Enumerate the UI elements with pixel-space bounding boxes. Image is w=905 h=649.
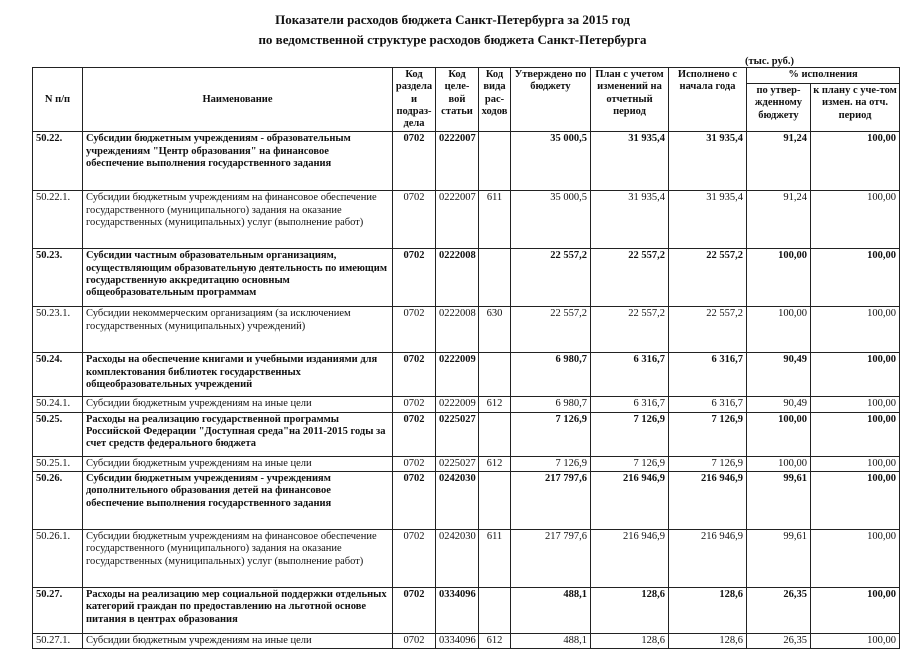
cell-statya: 0242030 (436, 529, 479, 587)
cell-pct-approved: 26,35 (747, 587, 811, 633)
cell-razdel: 0702 (393, 412, 436, 456)
table-row (33, 471, 900, 529)
cell-executed: 22 557,2 (669, 249, 747, 307)
cell-num: 50.26.1. (33, 529, 83, 587)
header-razdel: Код раздела и подраз-дела (393, 68, 436, 132)
cell-pct-approved: 91,24 (747, 191, 811, 249)
header-plan: План с учетом изменений на отчетный период (591, 68, 669, 132)
cell-plan: 6 316,7 (591, 353, 669, 397)
cell-statya: 0334096 (436, 633, 479, 648)
cell-razdel: 0702 (393, 307, 436, 353)
cell-executed: 128,6 (669, 587, 747, 633)
cell-statya: 0225027 (436, 412, 479, 456)
cell-vid (479, 249, 511, 307)
cell-plan: 31 935,4 (591, 132, 669, 191)
cell-pct-approved: 100,00 (747, 249, 811, 307)
cell-num: 50.27.1. (33, 633, 83, 648)
cell-executed: 7 126,9 (669, 456, 747, 471)
cell-statya: 0225027 (436, 456, 479, 471)
cell-approved: 488,1 (511, 633, 591, 648)
cell-pct-approved: 100,00 (747, 412, 811, 456)
cell-vid (479, 132, 511, 191)
cell-vid (479, 587, 511, 633)
cell-pct-plan: 100,00 (811, 191, 900, 249)
cell-statya: 0222009 (436, 353, 479, 397)
cell-num: 50.26. (33, 471, 83, 529)
cell-name: Субсидии бюджетным учреждениям на иные цели (83, 397, 393, 412)
cell-num: 50.22.1. (33, 191, 83, 249)
cell-pct-plan: 100,00 (811, 132, 900, 191)
cell-razdel: 0702 (393, 471, 436, 529)
cell-approved: 488,1 (511, 587, 591, 633)
cell-statya: 0334096 (436, 587, 479, 633)
table-row (33, 529, 900, 587)
table-row (33, 397, 900, 412)
cell-name: Субсидии бюджетным учреждениям - образовательным учреждениям "Центр образования" на финансовое обеспечение выполнения государственного задания (83, 132, 393, 191)
budget-table (32, 67, 900, 649)
table-row (33, 191, 900, 249)
header-statya: Код целе-вой статьи (436, 68, 479, 132)
cell-approved: 22 557,2 (511, 307, 591, 353)
cell-plan: 6 316,7 (591, 397, 669, 412)
cell-name: Субсидии бюджетным учреждениям на иные цели (83, 456, 393, 471)
report-title-line-1: Показатели расходов бюджета Санкт-Петербурга за 2015 год (275, 12, 630, 27)
cell-executed: 22 557,2 (669, 307, 747, 353)
cell-pct-plan: 100,00 (811, 412, 900, 456)
cell-vid (479, 471, 511, 529)
cell-plan: 31 935,4 (591, 191, 669, 249)
header-pct-plan: к плану с уче-том измен. на отч. период (811, 84, 900, 132)
cell-name: Расходы на реализацию мер социальной поддержки отдельных категорий граждан по предоставлению на льготной основе питания в центрах образования (83, 587, 393, 633)
cell-executed: 31 935,4 (669, 132, 747, 191)
cell-executed: 31 935,4 (669, 191, 747, 249)
cell-pct-plan: 100,00 (811, 307, 900, 353)
cell-vid: 612 (479, 633, 511, 648)
cell-pct-plan: 100,00 (811, 529, 900, 587)
cell-pct-plan: 100,00 (811, 353, 900, 397)
table-row (33, 249, 900, 307)
table-body (33, 132, 900, 649)
cell-pct-plan: 100,00 (811, 456, 900, 471)
cell-vid (479, 353, 511, 397)
cell-pct-approved: 100,00 (747, 307, 811, 353)
cell-approved: 217 797,6 (511, 471, 591, 529)
header-num: N п/п (33, 68, 83, 132)
cell-pct-plan: 100,00 (811, 471, 900, 529)
cell-name: Субсидии бюджетным учреждениям - учреждениям дополнительного образования детей на финансовое обеспечение выполнения государственного задания (83, 471, 393, 529)
cell-statya: 0222009 (436, 397, 479, 412)
cell-razdel: 0702 (393, 353, 436, 397)
cell-razdel: 0702 (393, 191, 436, 249)
cell-pct-approved: 90,49 (747, 397, 811, 412)
cell-razdel: 0702 (393, 397, 436, 412)
cell-name: Субсидии бюджетным учреждениям на иные цели (83, 633, 393, 648)
cell-razdel: 0702 (393, 587, 436, 633)
table-header (33, 68, 900, 132)
header-vid: Код вида рас-ходов (479, 68, 511, 132)
cell-pct-approved: 100,00 (747, 456, 811, 471)
cell-plan: 216 946,9 (591, 471, 669, 529)
cell-approved: 6 980,7 (511, 397, 591, 412)
cell-approved: 35 000,5 (511, 132, 591, 191)
cell-statya: 0242030 (436, 471, 479, 529)
cell-name: Субсидии некоммерческим организациям (за исключением государственных (муниципальных) учреждений) (83, 307, 393, 353)
cell-plan: 22 557,2 (591, 307, 669, 353)
cell-executed: 6 316,7 (669, 353, 747, 397)
cell-plan: 216 946,9 (591, 529, 669, 587)
cell-plan: 7 126,9 (591, 412, 669, 456)
cell-name: Субсидии частным образовательным организациям, осуществляющим образовательную деятельность по имеющим государственную аккредитацию основным общеобразовательным программам (83, 249, 393, 307)
cell-pct-plan: 100,00 (811, 249, 900, 307)
cell-vid: 611 (479, 529, 511, 587)
cell-pct-plan: 100,00 (811, 397, 900, 412)
cell-razdel: 0702 (393, 456, 436, 471)
table-row (33, 132, 900, 191)
report-title-line-2: по ведомственной структуре расходов бюджета Санкт-Петербурга (258, 32, 647, 47)
cell-vid (479, 412, 511, 456)
table-row (33, 412, 900, 456)
cell-approved: 7 126,9 (511, 456, 591, 471)
cell-vid: 612 (479, 456, 511, 471)
cell-pct-approved: 26,35 (747, 633, 811, 648)
cell-name: Субсидии бюджетным учреждениям на финансовое обеспечение государственного (муниципального) задания на оказание государственных (муниципальных) услуг (выполнение работ) (83, 191, 393, 249)
cell-pct-approved: 90,49 (747, 353, 811, 397)
cell-vid: 630 (479, 307, 511, 353)
header-pct-utv: по утвер-жденному бюджету (747, 84, 811, 132)
cell-num: 50.22. (33, 132, 83, 191)
cell-plan: 22 557,2 (591, 249, 669, 307)
cell-statya: 0222007 (436, 132, 479, 191)
units-label: (тыс. руб.) (745, 56, 794, 67)
cell-pct-approved: 99,61 (747, 471, 811, 529)
cell-approved: 217 797,6 (511, 529, 591, 587)
cell-statya: 0222007 (436, 191, 479, 249)
table-row (33, 307, 900, 353)
cell-razdel: 0702 (393, 529, 436, 587)
header-isp: Исполнено с начала года (669, 68, 747, 132)
table-row (33, 353, 900, 397)
cell-num: 50.24.1. (33, 397, 83, 412)
cell-executed: 7 126,9 (669, 412, 747, 456)
table-row (33, 633, 900, 648)
cell-pct-approved: 99,61 (747, 529, 811, 587)
cell-num: 50.27. (33, 587, 83, 633)
cell-name: Субсидии бюджетным учреждениям на финансовое обеспечение государственного (муниципального) задания на оказание государственных (муниципальных) услуг (выполнение работ) (83, 529, 393, 587)
cell-vid: 611 (479, 191, 511, 249)
cell-razdel: 0702 (393, 633, 436, 648)
cell-executed: 216 946,9 (669, 529, 747, 587)
cell-approved: 22 557,2 (511, 249, 591, 307)
header-pct-group: % исполнения (747, 68, 900, 84)
cell-razdel: 0702 (393, 132, 436, 191)
cell-approved: 6 980,7 (511, 353, 591, 397)
cell-num: 50.23. (33, 249, 83, 307)
cell-name: Расходы на реализацию государственной программы Российской Федерации "Доступная среда"на 2011-2015 годы за счет средств федерального бюджета (83, 412, 393, 456)
cell-num: 50.24. (33, 353, 83, 397)
cell-razdel: 0702 (393, 249, 436, 307)
table-row (33, 587, 900, 633)
cell-plan: 128,6 (591, 633, 669, 648)
cell-pct-plan: 100,00 (811, 587, 900, 633)
cell-executed: 216 946,9 (669, 471, 747, 529)
table-row (33, 456, 900, 471)
cell-pct-approved: 91,24 (747, 132, 811, 191)
cell-name: Расходы на обеспечение книгами и учебными изданиями для комплектования библиотек государственных общеобразовательных учреждений (83, 353, 393, 397)
cell-num: 50.23.1. (33, 307, 83, 353)
header-utv: Утверждено по бюджету (511, 68, 591, 132)
cell-approved: 7 126,9 (511, 412, 591, 456)
cell-num: 50.25.1. (33, 456, 83, 471)
cell-statya: 0222008 (436, 307, 479, 353)
cell-approved: 35 000,5 (511, 191, 591, 249)
header-name: Наименование (83, 68, 393, 132)
cell-executed: 6 316,7 (669, 397, 747, 412)
cell-plan: 128,6 (591, 587, 669, 633)
cell-statya: 0222008 (436, 249, 479, 307)
cell-plan: 7 126,9 (591, 456, 669, 471)
cell-executed: 128,6 (669, 633, 747, 648)
cell-vid: 612 (479, 397, 511, 412)
cell-num: 50.25. (33, 412, 83, 456)
cell-pct-plan: 100,00 (811, 633, 900, 648)
